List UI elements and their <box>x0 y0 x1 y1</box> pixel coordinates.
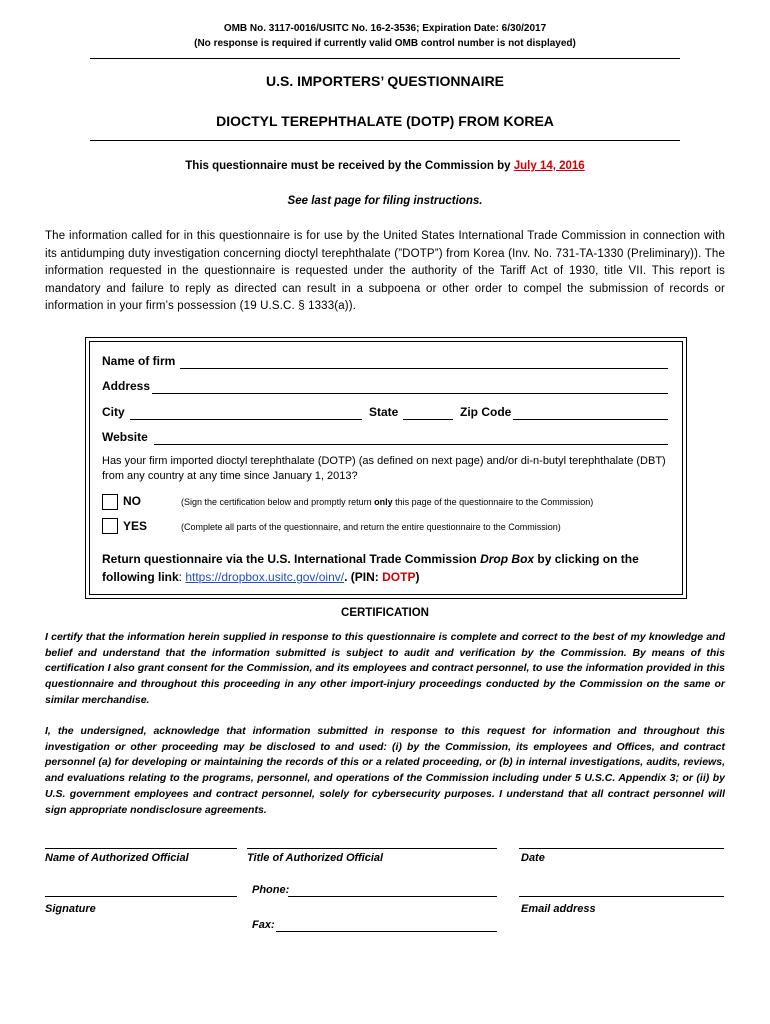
omb-number: OMB No. 3117-0016/USITC No. 16-2-3536; Expiration Date: 6/30/2017 <box>223 23 547 34</box>
date-label: Date <box>521 852 545 864</box>
state-field[interactable] <box>403 419 453 420</box>
deadline-notice <box>0 160 770 172</box>
firm-name-label: Name of firm <box>102 354 176 368</box>
page-subtitle: DIOCTYL TEREPHTHALATE (DOTP) FROM KOREA <box>216 113 554 129</box>
official-title-label: Title of Authorized Official <box>247 852 384 864</box>
return-colon: : <box>178 570 186 584</box>
return-text-close: ) <box>415 570 420 584</box>
no-instruction-emphasis: only <box>374 497 393 507</box>
address-label: Address <box>102 379 151 393</box>
certification-paragraph-2: I, the undersigned, acknowledge that information submitted in response to this request for information and throughout this investigation or other proceeding may be disclosed to and used: (i) by the Commission, its employees and Offices, and contract personnel (a) for developing or maintaining the records of this or a related proceeding, or (b) in internal investigations, audits, reviews, and evaluations relating to the programs, personnel, and operations of the Commission including under 5 U.S.C. Appendix 3; or (ii) by U.S. government employees and contract personnel, solely for cybersecurity purposes. I understand that all contract personnel will sign appropriate nondisclosure agreements. <box>45 725 725 816</box>
email-line[interactable] <box>519 896 724 897</box>
return-text-mid: by clicking on the following link <box>102 552 639 584</box>
official-name-line[interactable] <box>45 848 237 849</box>
deadline-date: July 14, 2016 <box>513 160 585 172</box>
certification-paragraph-1: I certify that the information herein supplied in response to this questionnaire is complete and correct to the best of my knowledge and belief and understand that the information submitted is subject to audit and verification by the Commission. By means of this certification I also grant consent for the Commission, and its employees and contract personnel, to use the information provided in this questionnaire and throughout this proceeding in any other import-injury proceedings conducted by the Commission on the same or similar merchandise. <box>45 631 725 706</box>
fax-line[interactable] <box>276 931 497 932</box>
website-label: Website <box>102 430 148 444</box>
city-label: City <box>102 405 125 419</box>
email-label: Email address <box>521 903 596 915</box>
yes-label: YES <box>123 519 148 533</box>
page-title: U.S. IMPORTERS’ QUESTIONNAIRE <box>265 73 505 89</box>
no-instruction <box>181 497 593 507</box>
zip-code-field[interactable] <box>513 419 668 420</box>
city-field[interactable] <box>130 419 362 420</box>
firm-name-field[interactable] <box>180 368 668 369</box>
zip-code-label: Zip Code <box>460 405 512 419</box>
official-title-line[interactable] <box>247 848 497 849</box>
certification-heading: CERTIFICATION <box>341 607 429 619</box>
no-instruction-post: this page of the questionnaire to the Commission) <box>392 497 594 507</box>
address-field[interactable] <box>152 393 668 394</box>
header-divider <box>90 58 680 59</box>
website-field[interactable] <box>154 444 668 445</box>
phone-line[interactable] <box>288 896 497 897</box>
return-instructions <box>102 550 672 586</box>
official-name-label: Name of Authorized Official <box>45 852 189 864</box>
dropbox-link[interactable]: https://dropbox.usitc.gov/oinv/ <box>185 570 345 584</box>
fax-label: Fax: <box>252 919 275 931</box>
intro-paragraph: The information called for in this questionnaire is for use by the United States International Trade Commission in connection with its antidumping duty investigation concerning dioctyl terephthalate (”DOTP”) from Korea (Inv. No. 731-TA-1330 (Preliminary)). The information requested in the questionnaire is requested under the authority of the Tariff Act of 1930, title VII. This report is mandatory and failure to reply as directed can result in a subpoena or other order to compel the submission of records or information in your firm’s possession (19 U.S.C. § 1333(a)). <box>45 230 725 312</box>
omb-note: (No response is required if currently valid OMB control number is not displayed) <box>194 38 576 49</box>
deadline-prefix: This questionnaire must be received by the Commission by <box>185 160 514 172</box>
signature-label: Signature <box>45 903 96 915</box>
import-question: Has your firm imported dioctyl terephthalate (DOTP) (as defined on next page) and/or di-n-butyl terephthalate (DBT) from any country at any time since January 1, 2013? <box>102 455 666 482</box>
yes-checkbox[interactable] <box>102 518 118 534</box>
state-label: State <box>369 405 399 419</box>
no-instruction-pre: (Sign the certification below and promptly return <box>181 497 375 507</box>
phone-label: Phone: <box>252 884 290 896</box>
return-dropbox-text: Drop Box <box>480 552 535 566</box>
signature-line[interactable] <box>45 896 237 897</box>
yes-instruction: (Complete all parts of the questionnaire, and return the entire questionnaire to the Commission) <box>181 522 561 532</box>
return-text-after: . (PIN: <box>344 570 383 584</box>
filing-instructions-note: See last page for filing instructions. <box>287 195 483 207</box>
title-divider <box>90 140 680 141</box>
return-text-pre: Return questionnaire via the U.S. International Trade Commission <box>102 552 481 566</box>
no-checkbox[interactable] <box>102 494 118 510</box>
pin-value: DOTP <box>382 570 416 584</box>
no-label: NO <box>123 494 141 508</box>
date-line[interactable] <box>519 848 724 849</box>
